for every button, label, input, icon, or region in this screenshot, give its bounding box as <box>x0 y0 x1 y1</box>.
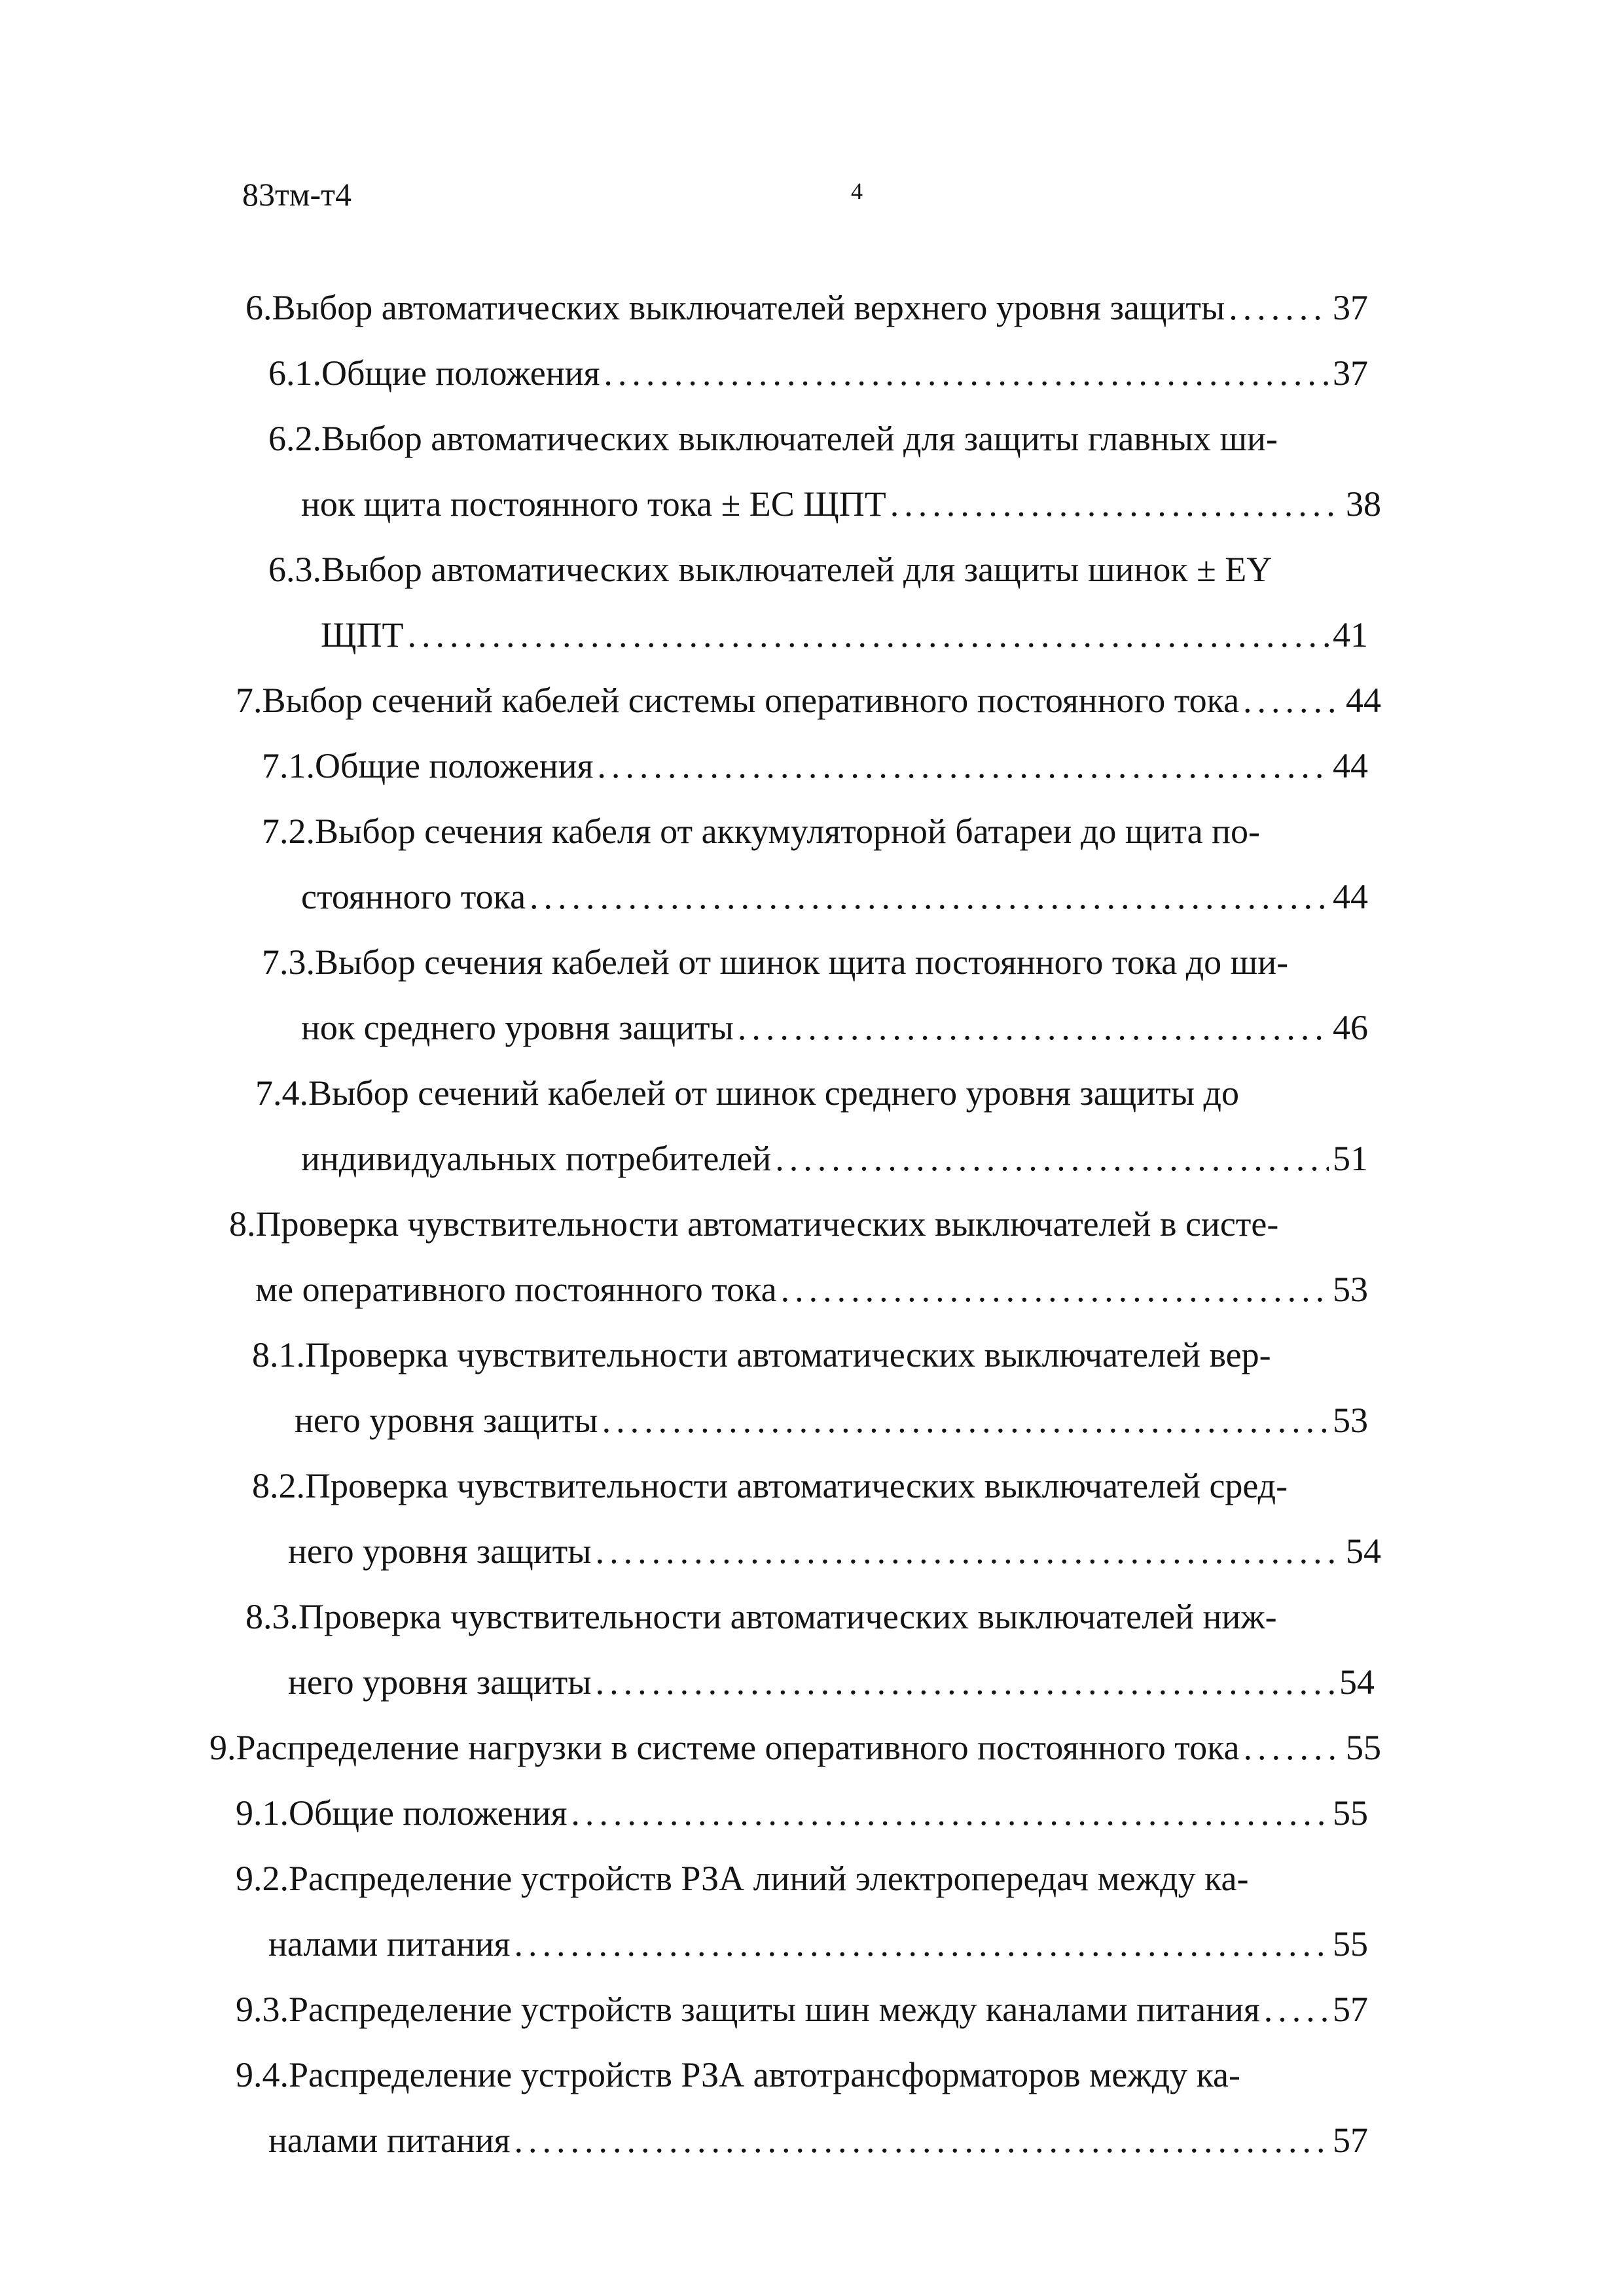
toc-leader-dots <box>781 1257 1329 1322</box>
toc-entry <box>255 1060 1368 1126</box>
toc-leader-dots <box>407 602 1329 668</box>
toc-entry <box>288 1518 1381 1584</box>
toc-leader-dots <box>604 340 1329 406</box>
toc-entry-title: ме оперативного постоянного тока <box>255 1270 777 1309</box>
toc-entry <box>301 471 1381 537</box>
toc-entry-title: 9.2.Распределение устройств РЗА линий электропередач между ка- <box>236 1859 1249 1898</box>
toc-entry <box>268 406 1368 471</box>
toc-entry-page: 41 <box>1333 615 1368 655</box>
toc-entry-title: 7.Выбор сечений кабелей системы оперативного постоянного тока <box>236 681 1240 720</box>
toc-leader-dots <box>1243 668 1342 733</box>
toc-entry <box>301 995 1368 1060</box>
toc-entry <box>236 2042 1375 2108</box>
toc-entry <box>268 537 1368 602</box>
toc-entry-page: 54 <box>1339 1662 1375 1702</box>
toc-entry-title: 7.2.Выбор сечения кабеля от аккумуляторной батареи до щита по- <box>262 812 1260 851</box>
toc-leader-dots <box>571 1780 1329 1846</box>
toc-entry-page: 51 <box>1333 1139 1368 1178</box>
toc-entry-title: налами питания <box>268 2121 511 2160</box>
toc-entry <box>255 1257 1368 1322</box>
toc-leader-dots <box>602 1388 1329 1453</box>
toc-entry-title: 6.3.Выбор автоматических выключателей для защиты шинок ± ЕY <box>268 550 1272 589</box>
toc-leader-dots <box>1264 1977 1329 2042</box>
toc-entry-title: 7.4.Выбор сечений кабелей от шинок среднего уровня защиты до <box>255 1073 1240 1113</box>
toc-entry-title: 7.1.Общие положения <box>262 746 594 785</box>
toc-entry <box>301 864 1368 929</box>
toc-entry-title: 9.4.Распределение устройств РЗА автотрансформаторов между ка- <box>236 2055 1240 2094</box>
toc-entry-title: 9.Распределение нагрузки в системе оперативного постоянного тока <box>209 1728 1240 1767</box>
toc-entry-page: 55 <box>1333 1924 1368 1964</box>
toc-leader-dots <box>1229 275 1329 340</box>
toc-entry <box>209 1715 1381 1780</box>
toc-entry <box>236 668 1381 733</box>
toc-entry <box>236 1846 1368 1911</box>
toc-leader-dots <box>738 995 1329 1060</box>
toc-entry <box>252 1322 1375 1388</box>
toc-entry-page: 57 <box>1333 1990 1368 2029</box>
toc-entry-title: него уровня защиты <box>288 1532 592 1571</box>
toc-leader-dots <box>775 1126 1329 1191</box>
toc-entry <box>262 798 1368 864</box>
toc-entry <box>295 1388 1368 1453</box>
toc-entry-title: 8.1.Проверка чувствительности автоматических выключателей вер- <box>252 1335 1271 1374</box>
toc-entry-title: ЩПТ <box>321 615 404 655</box>
toc-entry <box>288 1649 1375 1715</box>
toc-entry-title: 8.3.Проверка чувствительности автоматических выключателей ниж- <box>245 1597 1277 1636</box>
toc-entry-title: 6.1.Общие положения <box>268 353 600 393</box>
toc-entry-title: налами питания <box>268 1924 511 1964</box>
toc-entry-title: 6.Выбор автоматических выключателей верхнего уровня защиты <box>245 288 1225 327</box>
toc-leader-dots <box>514 2108 1329 2173</box>
toc-entry-title: 7.3.Выбор сечения кабелей от шинок щита постоянного тока до ши- <box>262 942 1289 982</box>
toc-entry-title: 8.2.Проверка чувствительности автоматических выключателей сред- <box>252 1466 1288 1505</box>
toc-entry-title: 6.2.Выбор автоматических выключателей для защиты главных ши- <box>268 419 1278 458</box>
toc-entry-page: 54 <box>1346 1532 1381 1571</box>
toc-entry-page: 38 <box>1346 484 1381 524</box>
toc-entry <box>262 929 1368 995</box>
toc-entry-page: 57 <box>1333 2121 1368 2160</box>
toc-entry <box>252 1453 1375 1518</box>
toc-entry-title: 8.Проверка чувствительности автоматических выключателей в систе- <box>229 1204 1279 1244</box>
toc-entry-title: индивидуальных потребителей <box>301 1139 772 1178</box>
toc-entry-title: нок щита постоянного тока ± ЕС ЩПТ <box>301 484 886 524</box>
toc-leader-dots <box>1243 1715 1342 1780</box>
toc-entry-title: 9.3.Распределение устройств защиты шин между каналами питания <box>236 1990 1260 2029</box>
toc-leader-dots <box>514 1911 1329 1977</box>
toc-entry-page: 37 <box>1333 288 1368 327</box>
toc-entry-title: него уровня защиты <box>295 1401 598 1440</box>
toc-entry-page: 44 <box>1333 746 1368 785</box>
toc-leader-dots <box>596 1649 1335 1715</box>
toc-entry-title: него уровня защиты <box>288 1662 592 1702</box>
toc-entry-title: нок среднего уровня защиты <box>301 1008 734 1047</box>
toc-entry <box>245 275 1368 340</box>
toc-entry-page: 53 <box>1333 1270 1368 1309</box>
toc-entry <box>268 1911 1368 1977</box>
toc-entry <box>268 340 1368 406</box>
toc-leader-dots <box>530 864 1329 929</box>
toc-entry-page: 44 <box>1333 877 1368 916</box>
toc-entry-page: 37 <box>1333 353 1368 393</box>
toc-entry <box>236 1780 1368 1846</box>
page-number: 4 <box>851 178 863 204</box>
toc-leader-dots <box>596 1518 1342 1584</box>
toc-entry <box>262 733 1368 798</box>
toc-entry-title: стоянного тока <box>301 877 526 916</box>
toc-entry-page: 46 <box>1333 1008 1368 1047</box>
toc-entry <box>268 2108 1368 2173</box>
toc-entry-page: 55 <box>1333 1793 1368 1833</box>
toc-entry <box>229 1191 1375 1257</box>
toc-entry-title: 9.1.Общие положения <box>236 1793 568 1833</box>
toc-leader-dots <box>890 471 1342 537</box>
toc-entry-page: 44 <box>1346 681 1381 720</box>
toc-entry <box>321 602 1368 668</box>
toc-entry <box>236 1977 1368 2042</box>
toc-entry <box>245 1584 1375 1649</box>
toc-entry-page: 53 <box>1333 1401 1368 1440</box>
toc-entry <box>301 1126 1368 1191</box>
toc-leader-dots <box>597 733 1329 798</box>
toc-entry-page: 55 <box>1346 1728 1381 1767</box>
document-code: 83тм-т4 <box>242 176 352 213</box>
